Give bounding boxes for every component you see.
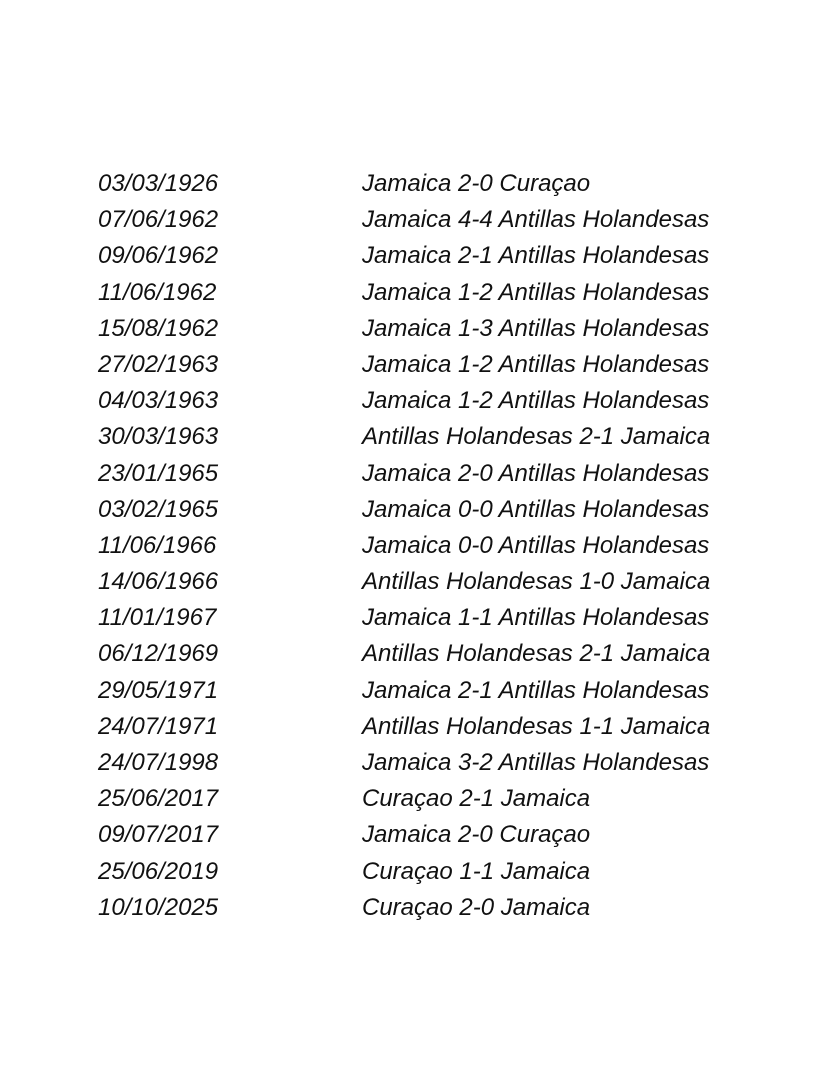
match-result: Curaçao 2-1 Jamaica (362, 785, 591, 813)
match-result: Jamaica 1-3 Antillas Holandesas (362, 314, 710, 342)
match-date: 24/07/1971 (98, 712, 219, 740)
match-result: Jamaica 0-0 Antillas Holandesas (362, 531, 710, 559)
match-result: Antillas Holandesas 1-1 Jamaica (362, 712, 711, 740)
match-row (98, 492, 798, 528)
match-row (98, 673, 798, 709)
match-date: 10/10/2025 (98, 893, 219, 921)
match-row (98, 528, 798, 564)
match-row (98, 275, 798, 311)
match-result: Antillas Holandesas 2-1 Jamaica (362, 640, 711, 668)
match-result: Antillas Holandesas 2-1 Jamaica (362, 423, 711, 451)
match-date: 24/07/1998 (98, 749, 219, 776)
match-date: 14/06/1966 (98, 568, 219, 596)
match-date: 15/08/1962 (98, 314, 219, 342)
match-row (98, 854, 798, 890)
match-date: 27/02/1963 (98, 350, 219, 378)
match-date: 09/06/1962 (98, 242, 219, 270)
match-row (98, 709, 798, 745)
match-date: 03/02/1965 (98, 495, 219, 523)
match-date: 29/05/1971 (98, 676, 219, 704)
match-date: 30/03/1963 (98, 423, 219, 451)
match-result: Jamaica 1-2 Antillas Holandesas (362, 387, 710, 415)
match-result: Curaçao 2-0 Jamaica (362, 893, 591, 921)
match-row (98, 202, 798, 238)
match-list (98, 166, 798, 926)
match-result: Jamaica 2-0 Curaçao (362, 170, 591, 197)
match-result: Jamaica 2-0 Curaçao (362, 821, 591, 849)
match-row (98, 600, 798, 636)
match-result: Antillas Holandesas 1-0 Jamaica (362, 568, 711, 596)
match-row (98, 781, 798, 817)
match-row (98, 347, 798, 383)
match-result: Jamaica 2-0 Antillas Holandesas (362, 459, 710, 487)
match-row (98, 166, 798, 202)
match-row (98, 238, 798, 274)
match-date: 09/07/2017 (98, 821, 219, 849)
match-row (98, 636, 798, 672)
match-date: 07/06/1962 (98, 206, 219, 234)
match-result: Jamaica 0-0 Antillas Holandesas (362, 495, 710, 523)
match-row (98, 419, 798, 455)
match-date: 25/06/2019 (98, 857, 219, 885)
match-row (98, 890, 798, 926)
match-row (98, 817, 798, 853)
match-result: Curaçao 1-1 Jamaica (362, 857, 591, 885)
match-result: Jamaica 1-2 Antillas Holandesas (362, 278, 710, 306)
match-date: 11/01/1967 (98, 604, 217, 632)
match-result: Jamaica 1-1 Antillas Holandesas (362, 604, 710, 632)
match-date: 06/12/1969 (98, 640, 219, 668)
match-result: Jamaica 4-4 Antillas Holandesas (362, 206, 710, 234)
match-date: 04/03/1963 (98, 387, 219, 415)
match-result: Jamaica 2-1 Antillas Holandesas (362, 676, 710, 704)
match-date: 03/03/1926 (98, 170, 219, 197)
match-date: 11/06/1962 (98, 278, 217, 306)
match-row (98, 456, 798, 492)
match-date: 11/06/1966 (98, 531, 217, 559)
match-row (98, 564, 798, 600)
match-result: Jamaica 3-2 Antillas Holandesas (362, 749, 710, 776)
match-date: 23/01/1965 (98, 459, 219, 487)
match-result: Jamaica 2-1 Antillas Holandesas (362, 242, 710, 270)
match-row (98, 383, 798, 419)
match-row (98, 745, 798, 781)
match-date: 25/06/2017 (98, 785, 219, 813)
match-result: Jamaica 1-2 Antillas Holandesas (362, 350, 710, 378)
match-row (98, 311, 798, 347)
